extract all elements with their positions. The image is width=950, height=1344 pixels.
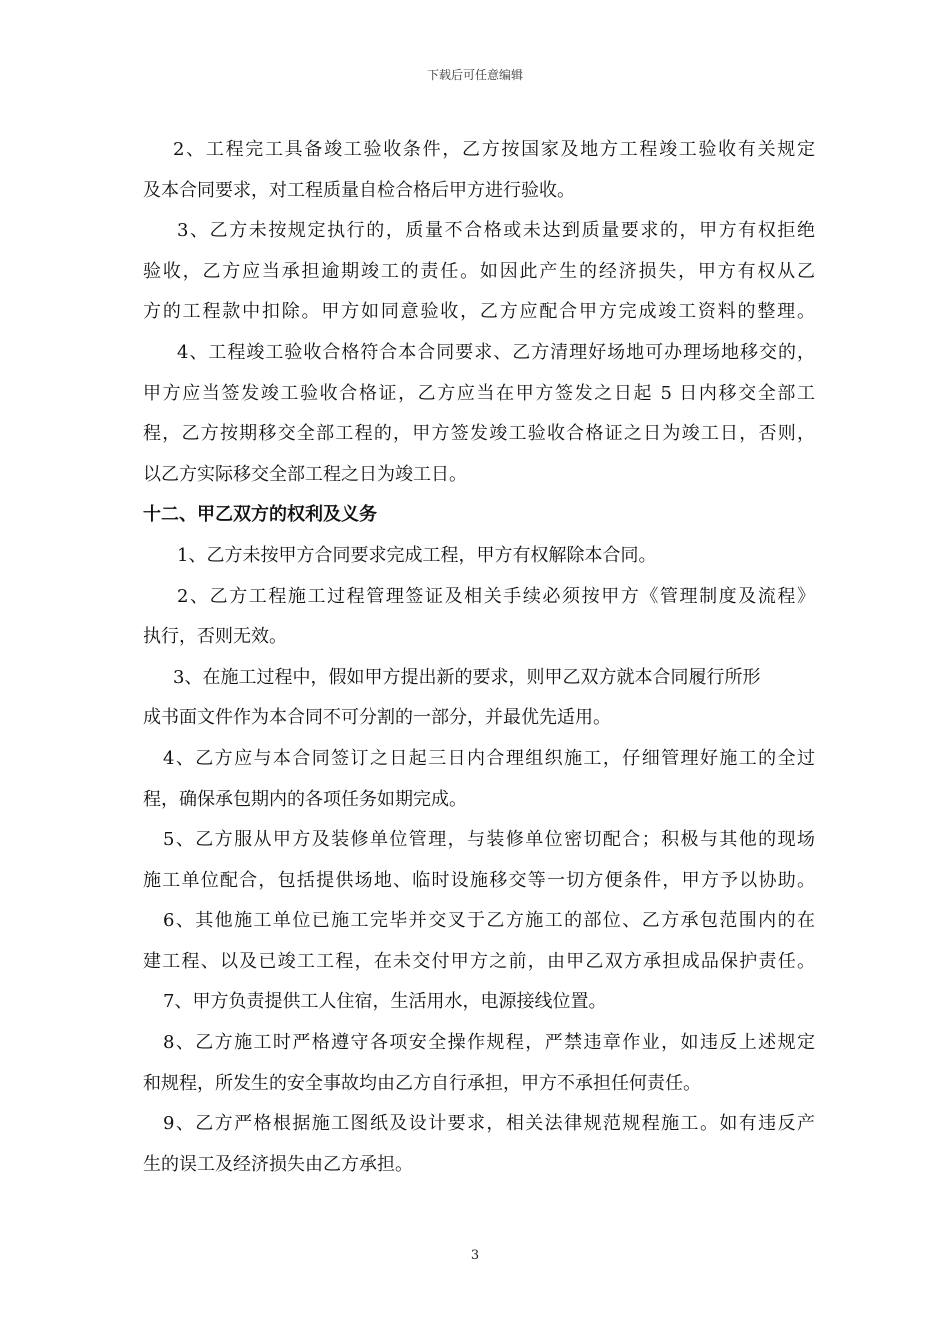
text-line: 8、乙方施工时严格遵守各项安全操作规程，严禁违章作业，如违反上述规定 bbox=[163, 1032, 815, 1054]
text-line: 4、乙方应与本合同签订之日起三日内合理组织施工，仔细管理好施工的全过 bbox=[163, 747, 815, 769]
page-header: 下载后可任意编辑 bbox=[426, 68, 523, 82]
text-line: 验收，乙方应当承担逾期竣工的责任。如因此产生的经济损失，甲方有权从乙 bbox=[143, 260, 815, 282]
text-line: 9、乙方严格根据施工图纸及设计要求，相关法律规范规程施工。如有违反产 bbox=[163, 1113, 815, 1135]
text-line: 生的误工及经济损失由乙方承担。 bbox=[143, 1153, 413, 1175]
text-line: 及本合同要求，对工程质量自检合格后甲方进行验收。 bbox=[143, 179, 575, 201]
text-line: 程，乙方按期移交全部工程的，甲方签发竣工验收合格证之日为竣工日，否则， bbox=[143, 423, 815, 445]
text-line: 成书面文件作为本合同不可分割的一部分，并最优先适用。 bbox=[143, 707, 611, 729]
text-line: 6、其他施工单位已施工完毕并交叉于乙方施工的部位、乙方承包范围内的在 bbox=[163, 910, 815, 932]
text-line: 建工程、以及已竣工工程，在未交付甲方之前，由甲乙双方承担成品保护责任。 bbox=[143, 950, 815, 972]
text-line: 程，确保承包期内的各项任务如期完成。 bbox=[143, 788, 467, 810]
text-line: 3、在施工过程中，假如甲方提出新的要求，则甲乙双方就本合同履行所形 bbox=[173, 666, 761, 688]
text-line: 5、乙方服从甲方及装修单位管理，与装修单位密切配合；积极与其他的现场 bbox=[163, 829, 815, 851]
text-line: 方的工程款中扣除。甲方如同意验收，乙方应配合甲方完成竣工资料的整理。 bbox=[143, 301, 815, 323]
text-line: 执行，否则无效。 bbox=[143, 626, 287, 648]
text-line: 7、甲方负责提供工人住宿，生活用水，电源接线位置。 bbox=[163, 991, 607, 1013]
text-line: 和规程，所发生的安全事故均由乙方自行承担，甲方不承担任何责任。 bbox=[143, 1072, 701, 1094]
text-line: 4、工程竣工验收合格符合本合同要求、乙方清理好场地可办理场地移交的， bbox=[177, 341, 815, 363]
text-line: 以乙方实际移交全部工程之日为竣工日。 bbox=[143, 463, 467, 485]
text-line: 3、乙方未按规定执行的，质量不合格或未达到质量要求的，甲方有权拒绝 bbox=[177, 220, 815, 242]
page-number: 3 bbox=[470, 1248, 480, 1263]
text-line: 1、乙方未按甲方合同要求完成工程，甲方有权解除本合同。 bbox=[177, 544, 657, 566]
document-body bbox=[143, 130, 815, 1185]
text-line: 施工单位配合，包括提供场地、临时设施移交等一切方便条件，甲方予以协助。 bbox=[143, 869, 815, 891]
text-line: 2、乙方工程施工过程管理签证及相关手续必须按甲方《管理制度及流程》 bbox=[177, 585, 815, 607]
text-line: 甲方应当签发竣工验收合格证，乙方应当在甲方签发之日起 5 日内移交全部工 bbox=[143, 382, 815, 404]
text-line: 2、工程完工具备竣工验收条件，乙方按国家及地方工程竣工验收有关规定 bbox=[173, 139, 815, 160]
section-heading: 十二、甲乙双方的权利及义务 bbox=[143, 504, 377, 526]
